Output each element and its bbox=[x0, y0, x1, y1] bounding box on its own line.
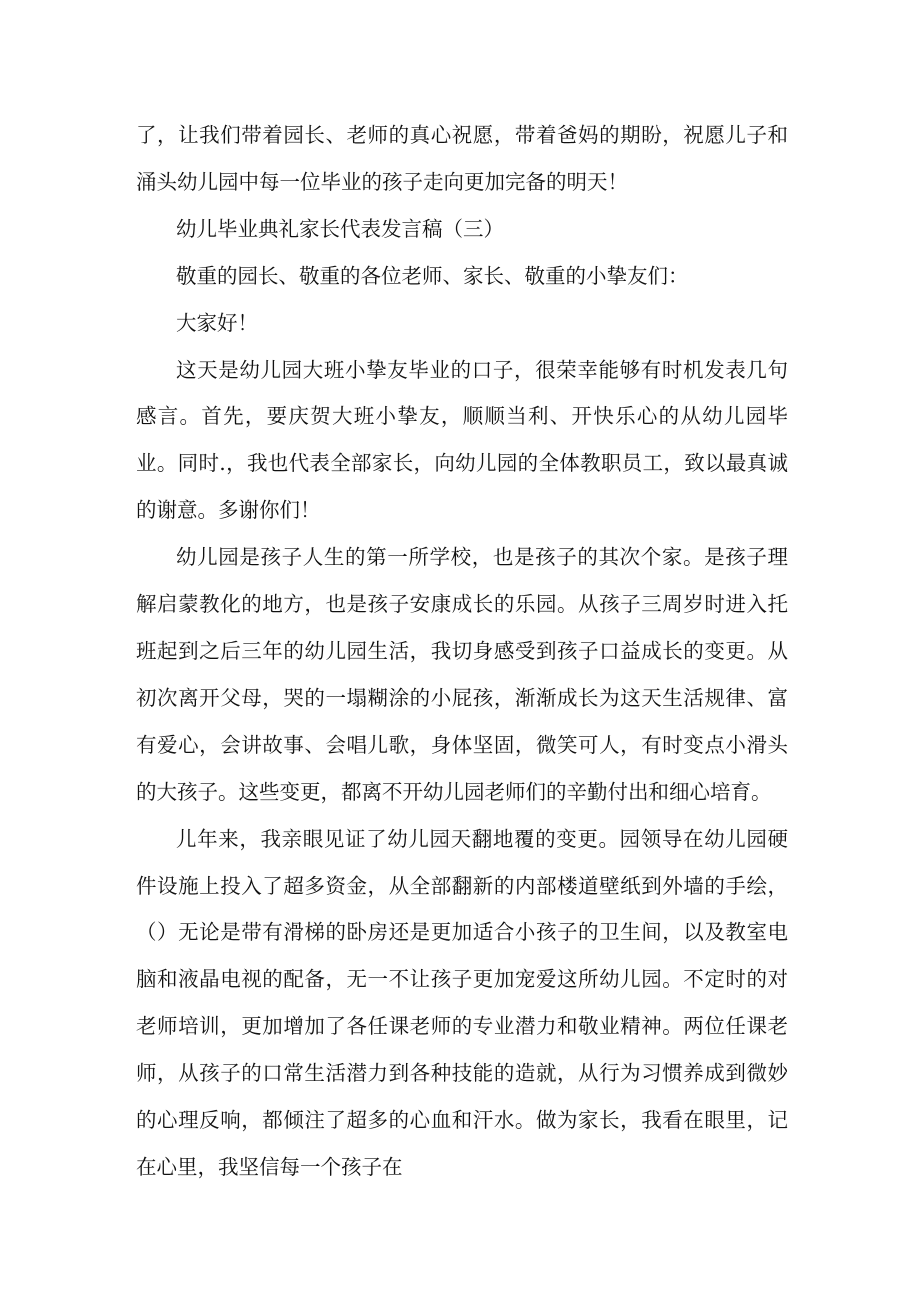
speech-title: 幼儿毕业典礼家长代表发言稿（三） bbox=[176, 216, 504, 241]
paragraph-opening: 这天是幼儿园大班小挚友毕业的口子，很荣幸能够有时机发表几句感言。首先，要庆贺大班小挚友，顺顺当利、开快乐心的从幼儿园毕业。同时.，我也代表全部家长，向幼儿园的全体教职员工，致以最真诚的谢意。多谢你们！ bbox=[136, 357, 788, 523]
greeting: 大家好！ bbox=[176, 310, 258, 335]
document-body bbox=[136, 112, 788, 1191]
paragraph-closing: 了，让我们带着园长、老师的真心祝愿，带着爸妈的期盼，祝愿儿子和涌头幼儿园中每一位毕业的孩子走向更加完备的明天！ bbox=[136, 123, 788, 194]
paragraph-changes: 儿年来，我亲眼见证了幼儿园天翻地覆的变更。园领导在幼儿园硬件设施上投入了超多资金，从全部翻新的内部楼道壁纸到外墙的手绘，（）无论是带有滑梯的卧房还是更加适合小孩子的卫生间，以及教室电脑和液晶电视的配备，无一不让孩子更加宠爱这所幼儿园。不定时的对老师培训，更加增加了各任课老师的专业潜力和敬业精神。两位任课老师，从孩子的口常生活潜力到各种技能的造就，从行为习惯养成到微妙的心理反响，都倾注了超多的心血和汗水。做为家长，我看在眼里，记在心里，我坚信每一个孩子在 bbox=[136, 826, 788, 1179]
salutation: 敬重的园长、敬重的各位老师、家长、敬重的小挚友们： bbox=[176, 263, 689, 288]
paragraph-kindergarten-home: 幼儿园是孩子人生的第一所学校，也是孩子的其次个家。是孩子理解启蒙教化的地方，也是孩子安康成长的乐园。从孩子三周岁时进入托班起到之后三年的幼儿园生活，我切身感受到孩子口益成长的变更。从初次离开父母，哭的一塌糊涂的小屁孩，渐渐成长为这天生活规律、富有爱心，会讲故事、会唱儿歌，身体坚固，微笑可人，有时变点小滑头的大孩子。这些变更，都离不开幼儿园老师们的辛勤付出和细心培育。 bbox=[136, 545, 788, 804]
